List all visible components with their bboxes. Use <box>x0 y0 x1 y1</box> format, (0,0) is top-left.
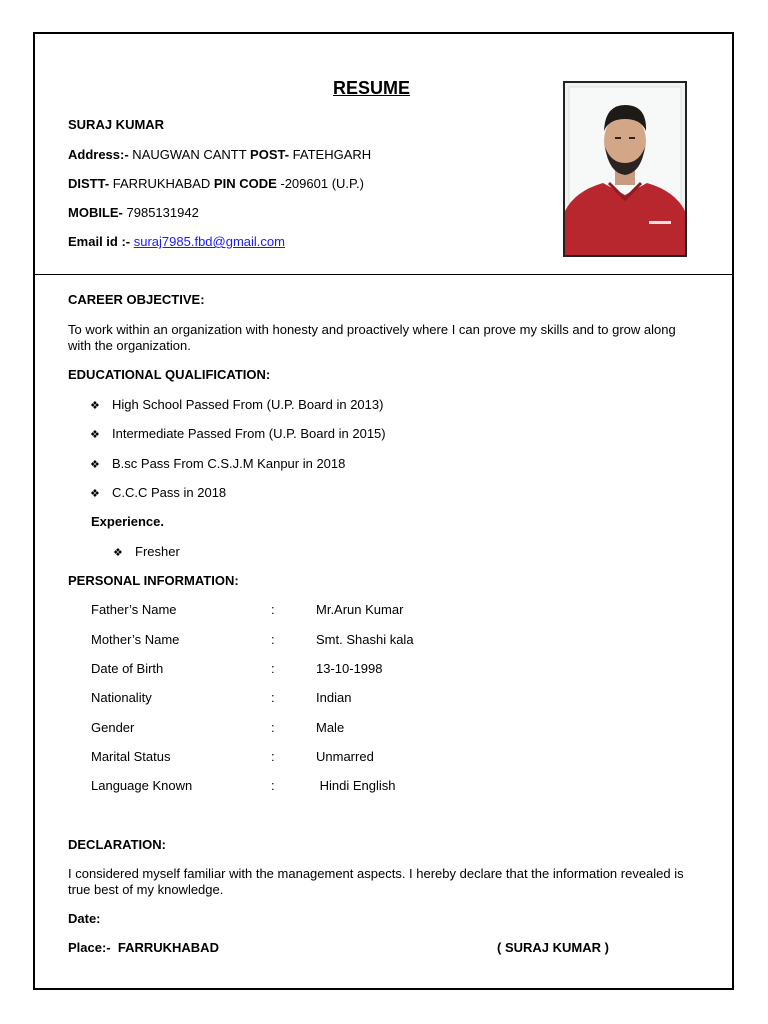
career-text: To work within an organization with honesty and proactively where I can prove my skills and to grow along with the organization. <box>68 322 676 353</box>
list-item: ❖ B.sc Pass From C.S.J.M Kanpur in 2018 <box>90 456 346 471</box>
email-label: Email id :- <box>68 234 131 249</box>
info-separator: : <box>271 661 275 676</box>
list-item: ❖ Fresher <box>113 544 180 559</box>
info-value: Smt. Shashi kala <box>316 632 414 647</box>
info-separator: : <box>271 778 275 793</box>
person-photo-icon <box>565 83 685 255</box>
education-heading: EDUCATIONAL QUALIFICATION: <box>68 367 271 382</box>
header-divider <box>35 274 732 275</box>
experience-heading: Experience. <box>91 514 164 529</box>
info-value: 13-10-1998 <box>316 661 383 676</box>
info-label: Mother’s Name <box>91 632 180 647</box>
mobile-line <box>68 205 199 220</box>
email-line <box>68 234 285 249</box>
info-value: Mr.Arun Kumar <box>316 602 404 617</box>
info-label: Gender <box>91 720 135 735</box>
pin-label: PIN CODE <box>213 176 277 191</box>
email-link[interactable]: suraj7985.fbd@gmail.com <box>133 234 285 249</box>
personal-heading: PERSONAL INFORMATION: <box>68 573 239 588</box>
list-item: ❖ Intermediate Passed From (U.P. Board in 2015) <box>90 426 386 441</box>
list-item: ❖ High School Passed From (U.P. Board in 2013) <box>90 397 384 412</box>
career-heading: CAREER OBJECTIVE: <box>68 292 205 307</box>
diamond-bullet-icon: ❖ <box>90 400 100 412</box>
diamond-bullet-icon: ❖ <box>90 459 100 471</box>
mobile-value: 7985131942 <box>122 205 199 220</box>
address-line <box>68 147 371 162</box>
resume-title: RESUME <box>332 78 410 98</box>
district-line <box>68 176 364 191</box>
info-value: Unmarred <box>316 749 374 764</box>
info-label: Marital Status <box>91 749 171 764</box>
place-label: Place:- FARRUKHABAD <box>68 940 219 955</box>
address-value: NAUGWAN CANTT <box>128 147 251 162</box>
mobile-label: MOBILE- <box>68 205 123 220</box>
info-separator: : <box>271 749 275 764</box>
info-value: Hindi English <box>316 778 396 793</box>
info-separator: : <box>271 690 275 705</box>
diamond-bullet-icon: ❖ <box>90 429 100 441</box>
list-item: ❖ C.C.C Pass in 2018 <box>90 485 227 500</box>
date-label: Date: <box>68 911 101 926</box>
declaration-text: I considered myself familiar with the management aspects. I hereby declare that the information revealed is true best of my knowledge. <box>68 866 684 897</box>
info-label: Date of Birth <box>91 661 164 676</box>
resume-page <box>33 32 734 990</box>
info-label: Nationality <box>91 690 152 705</box>
info-separator: : <box>271 632 275 647</box>
post-value: FATEHGARH <box>289 147 372 162</box>
district-label: DISTT- <box>68 176 110 191</box>
info-value: Male <box>316 720 345 735</box>
address-label: Address:- <box>68 147 129 162</box>
candidate-name: SURAJ KUMAR <box>68 117 165 132</box>
pin-value: -209601 (U.P.) <box>276 176 364 191</box>
info-separator: : <box>271 720 275 735</box>
info-label: Father’s Name <box>91 602 177 617</box>
signature-name: ( SURAJ KUMAR ) <box>497 940 609 955</box>
info-value: Indian <box>316 690 352 705</box>
info-separator: : <box>271 602 275 617</box>
district-value: FARRUKHABAD <box>109 176 214 191</box>
profile-photo <box>563 81 687 257</box>
info-label: Language Known <box>91 778 193 793</box>
declaration-heading: DECLARATION: <box>68 837 166 852</box>
post-label: POST- <box>250 147 290 162</box>
diamond-bullet-icon: ❖ <box>90 488 100 500</box>
diamond-bullet-icon: ❖ <box>113 547 123 559</box>
